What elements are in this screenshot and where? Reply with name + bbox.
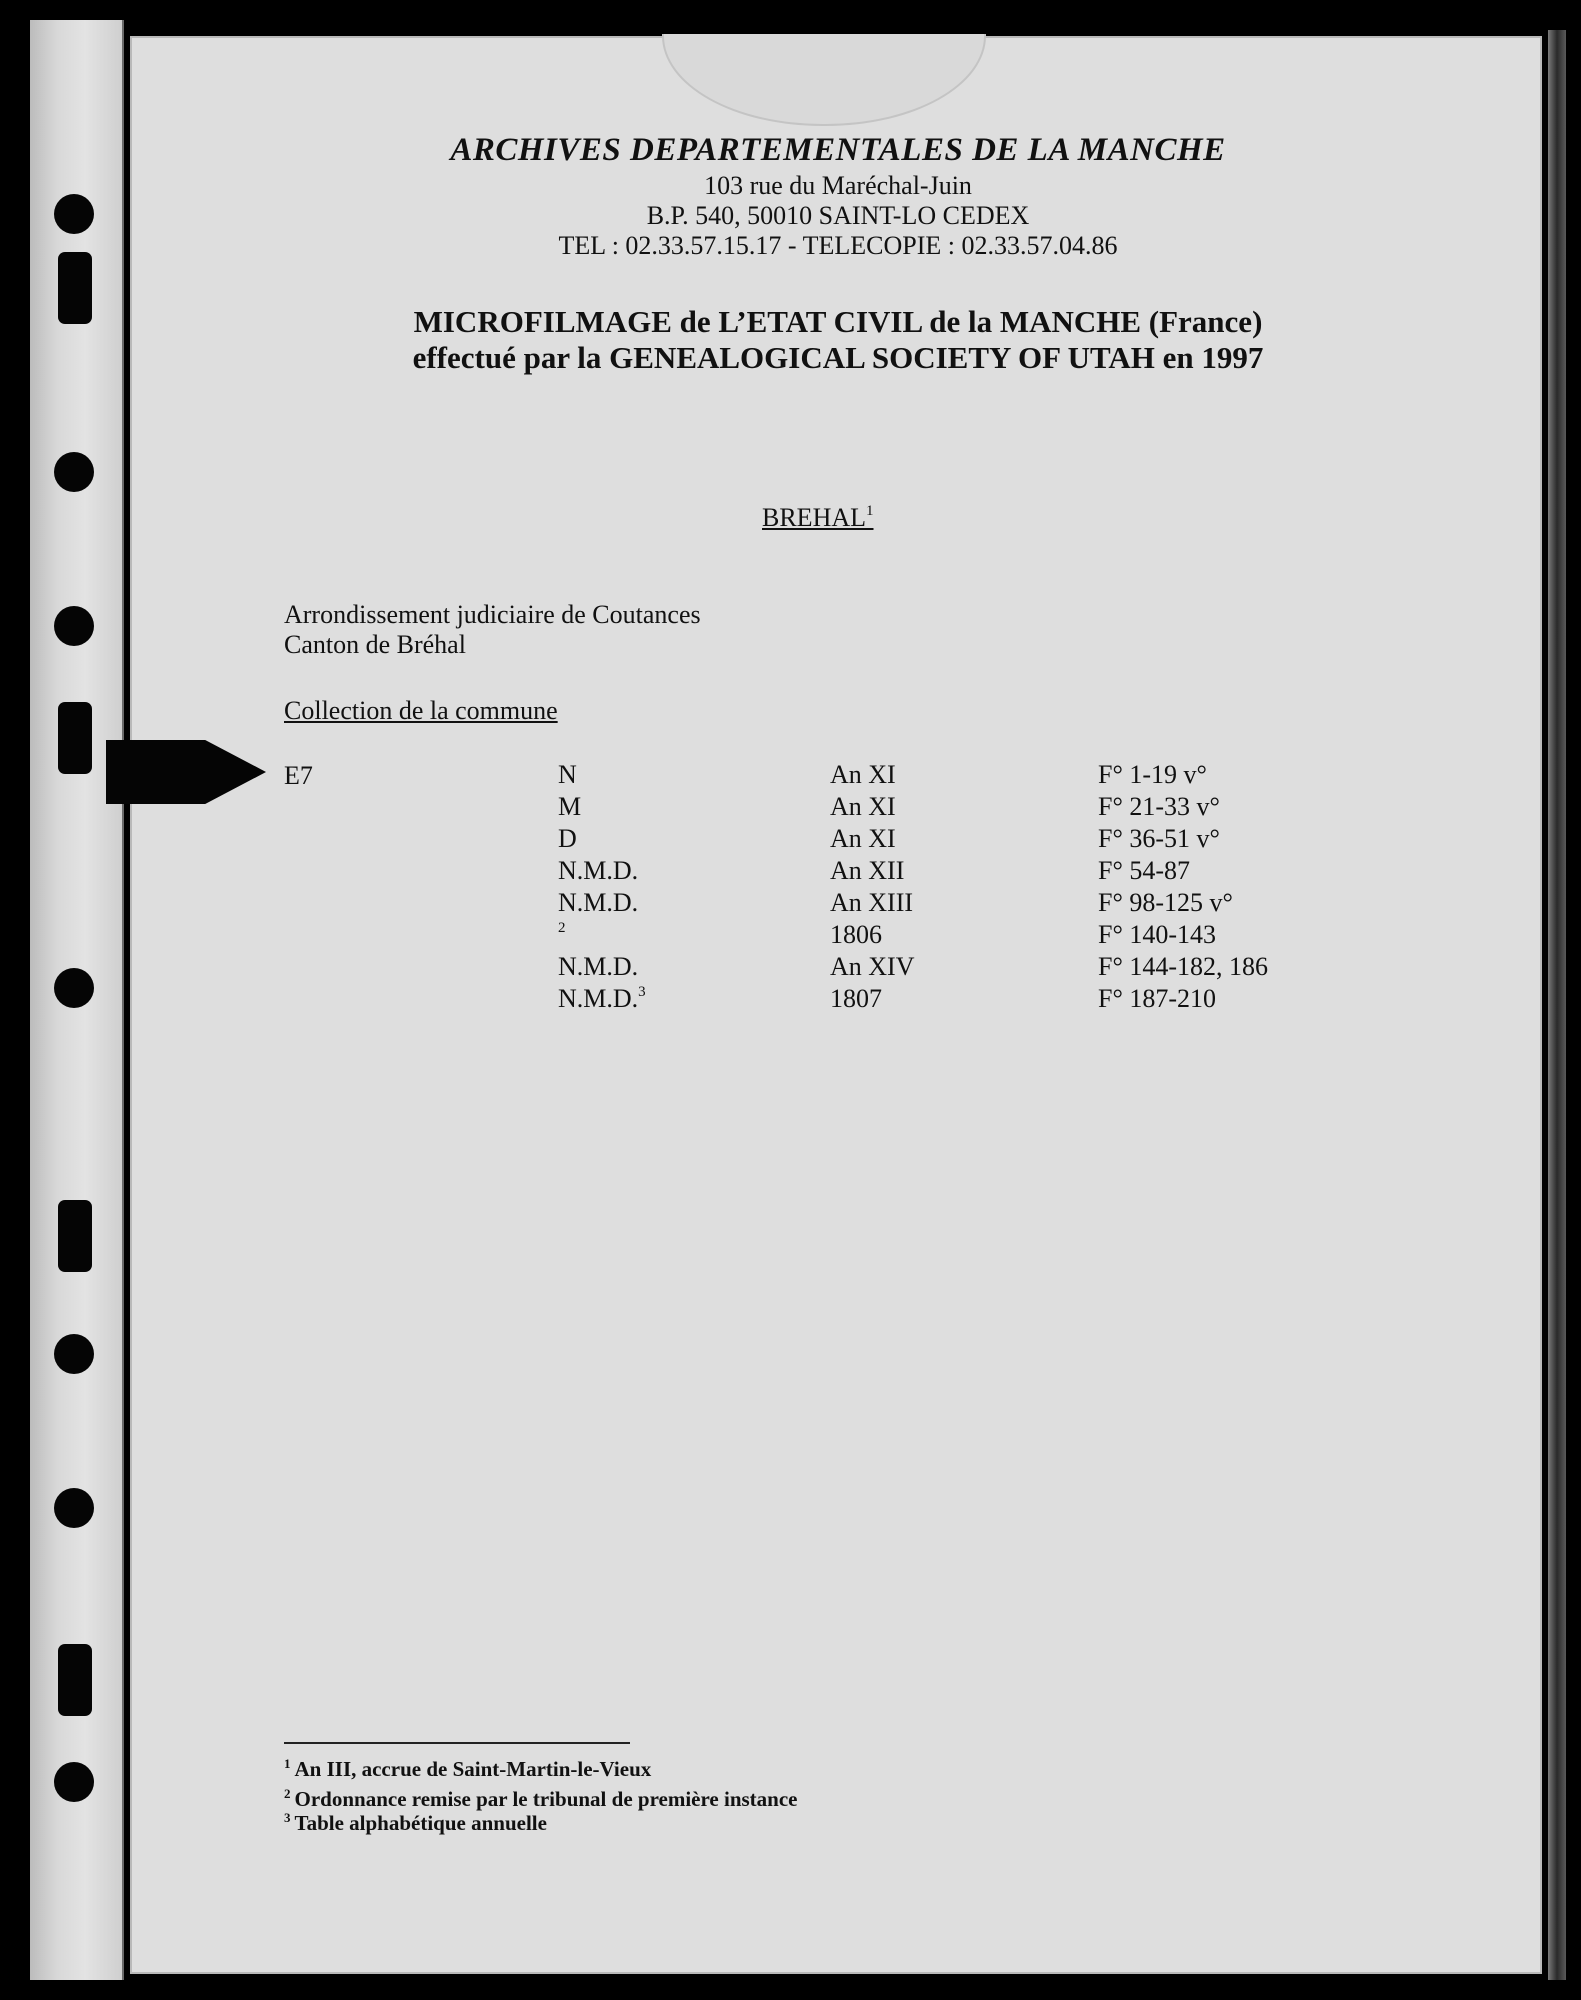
footnote-1 (284, 1756, 651, 1782)
record-folio: F° 54-87 (1098, 856, 1191, 885)
footnote-text: An III, accrue de Saint-Martin-le-Vieux (294, 1757, 652, 1781)
register-cote: E7 (284, 761, 313, 790)
footnote-ref: 3 (638, 984, 646, 1000)
footnote-rule (284, 1742, 630, 1744)
punch-hole (54, 1762, 94, 1802)
document-title-line1: MICROFILMAGE de L’ETAT CIVIL de la MANCHE (France) (413, 304, 1263, 339)
footnote-ref: 1 (866, 503, 874, 519)
record-type-text: N.M.D. (558, 888, 639, 917)
record-year: An XI (830, 824, 896, 853)
record-folio: F° 36-51 v° (1098, 824, 1220, 853)
collection-heading: Collection de la commune (284, 696, 558, 725)
punch-hole (54, 1488, 94, 1528)
commune-heading (762, 503, 874, 533)
document-title-line2: effectué par la GENEALOGICAL SOCIETY OF UTAH en 1997 (412, 340, 1264, 375)
address-street: 103 rue du Maréchal-Juin (704, 171, 972, 200)
footnote-2 (284, 1786, 798, 1812)
record-type (558, 792, 581, 822)
record-folio: F° 21-33 v° (1098, 792, 1220, 821)
record-year: An XIV (830, 952, 915, 981)
canton-line: Canton de Bréhal (284, 630, 466, 659)
record-year: An XI (830, 792, 896, 821)
punch-hole (54, 1334, 94, 1374)
record-year: An XIII (830, 888, 914, 917)
punch-slot (58, 1200, 92, 1272)
film-edge (1548, 30, 1566, 1980)
punch-hole (54, 968, 94, 1008)
record-type-text: N.M.D. (558, 952, 639, 981)
footnote-number: 3 (284, 1810, 291, 1825)
punch-slot (58, 1644, 92, 1716)
record-type (558, 952, 638, 982)
punch-hole (54, 194, 94, 234)
record-type-text: D (558, 824, 577, 853)
record-year: An XII (830, 856, 905, 885)
record-type (558, 824, 577, 854)
address-postal: B.P. 540, 50010 SAINT-LO CEDEX (646, 201, 1030, 230)
punch-hole (54, 606, 94, 646)
record-folio: F° 140-143 (1098, 920, 1217, 949)
record-folio: F° 144-182, 186 (1098, 952, 1269, 981)
arrondissement-line: Arrondissement judiciaire de Coutances (284, 600, 701, 629)
footnote-number: 2 (284, 1786, 291, 1801)
footnote-text: Ordonnance remise par le tribunal de première instance (294, 1787, 798, 1811)
contact-line: TEL : 02.33.57.15.17 - TELECOPIE : 02.33.57.04.86 (558, 231, 1118, 260)
pointer-arrow-marker (106, 740, 266, 804)
document-page (130, 36, 1542, 1974)
record-type (558, 984, 646, 1014)
punch-hole (54, 452, 94, 492)
record-year: 1806 (830, 920, 882, 949)
record-type-text: N.M.D. (558, 984, 639, 1013)
footnote-3 (284, 1810, 547, 1836)
record-type-text: N.M.D. (558, 856, 639, 885)
sleeve-notch (662, 34, 986, 126)
record-folio: F° 187-210 (1098, 984, 1217, 1013)
record-folio: F° 1-19 v° (1098, 760, 1207, 789)
footnote-ref: 2 (558, 920, 566, 936)
institution-name: ARCHIVES DEPARTEMENTALES DE LA MANCHE (450, 132, 1226, 168)
record-type-text: M (558, 792, 582, 821)
record-year: An XI (830, 760, 896, 789)
record-type (558, 888, 638, 918)
footnote-number: 1 (284, 1756, 291, 1771)
record-type (558, 920, 566, 950)
record-folio: F° 98-125 v° (1098, 888, 1233, 917)
record-type (558, 856, 638, 886)
commune-name: BREHAL (762, 503, 866, 532)
binder-strip (30, 20, 124, 1980)
record-type-text: N (558, 760, 577, 789)
punch-slot (58, 252, 92, 324)
footnote-text: Table alphabétique annuelle (294, 1811, 547, 1835)
punch-slot (58, 702, 92, 774)
record-year: 1807 (830, 984, 882, 1013)
record-type (558, 760, 577, 790)
